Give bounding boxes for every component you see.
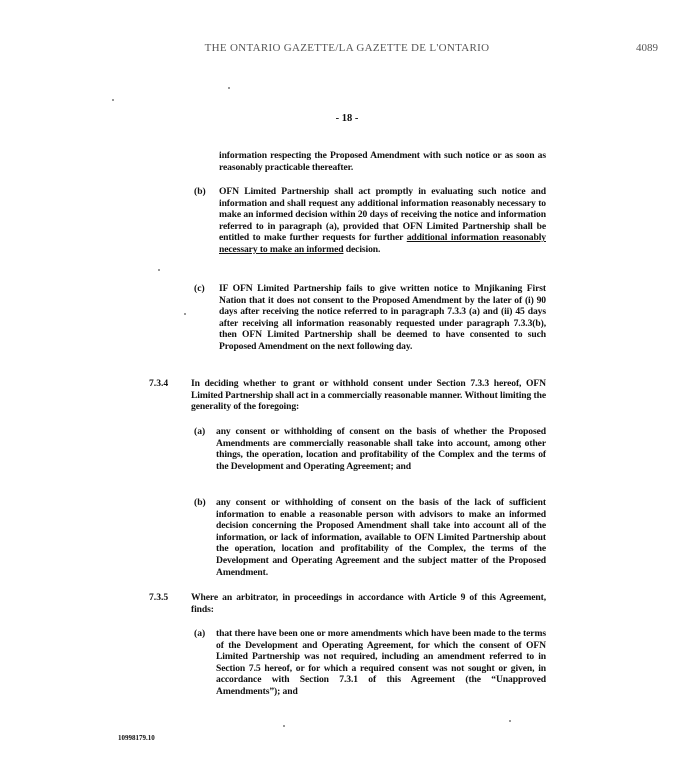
scan-speck	[509, 720, 511, 722]
section-735-text: Where an arbitrator, in proceedings in accordance with Article 9 of this Agreement, finds:	[191, 592, 546, 615]
item-733c-text: IF OFN Limited Partnership fails to give written notice to Mnjikaning First Nation that it does not consent to the Proposed Amendment by the later of (i) 90 days after receiving the notice referred to in paragraph 7.3.3 (a) and (ii) 45 days after receiving all information reasonably requested under paragraph 7.3.3(b), then OFN Limited Partnership shall be deemed to have consented to such Proposed Amendment on the next following day.	[219, 283, 546, 352]
gazette-page-number: 4089	[636, 42, 658, 54]
item-733c-label: (c)	[194, 283, 205, 294]
item-733b-label: (b)	[194, 186, 206, 197]
item-734b-label: (b)	[194, 497, 206, 508]
scan-speck	[228, 87, 230, 89]
scan-speck	[283, 725, 285, 727]
gazette-header-title: THE ONTARIO GAZETTE/LA GAZETTE DE L'ONTARIO	[204, 42, 490, 54]
item-733b-text-main: OFN Limited Partnership shall act promptly in evaluating such notice and information and shall request any additional information reasonably necessary to make an informed decision within 20 days of receiving the notice and information referred to in paragraph (a), provided that OFN Limited Partnership shall be entitled to make further requests for further	[219, 186, 546, 244]
item-735a-text: that there have been one or more amendments which have been made to the terms of the Development and Operating Agreement, for which the consent of OFN Limited Partnership was not required, including an amendment referred to in Section 7.5 hereof, or for which a required consent was not sought or given, in accordance with Section 7.3.1 of this Agreement (the “Unapproved Amendments”); and	[216, 628, 546, 697]
item-735a-label: (a)	[194, 628, 206, 639]
scan-speck	[184, 313, 186, 315]
section-734-number: 7.3.4	[149, 378, 169, 389]
section-734-text: In deciding whether to grant or withhold consent under Section 7.3.3 hereof, OFN Limited Partnership shall act in a commercially reasonable manner. Without limiting the generality of the foregoing:	[191, 378, 546, 413]
item-733b-text-tail: decision.	[345, 243, 381, 255]
item-733b-text	[219, 186, 546, 256]
section-735-number: 7.3.5	[149, 592, 169, 603]
item-734a-text: any consent or withholding of consent on the basis of whether the Proposed Amendments are commercially reasonable shall take into account, among other things, the operation, location and profitability of the Complex and the terms of the Development and Operating Agreement; and	[216, 426, 546, 472]
scan-speck	[158, 269, 160, 271]
item-734a-label: (a)	[194, 426, 206, 437]
document-page-number: - 18 -	[335, 113, 359, 124]
scan-speck	[112, 99, 114, 101]
document-footer-code: 10998179.10	[118, 734, 155, 742]
item-733b-text-underlined: additional information reasonably necessary to make an informed	[219, 232, 546, 255]
item-734b-text: any consent or withholding of consent on the basis of the lack of sufficient information to enable a reasonable person with advisors to make an informed decision concerning the Proposed Amendment shall take into account all of the information, or lack of information, available to OFN Limited Partnership about the operation, location and profitability of the Complex, the terms of the Development and Operating Agreement and the subject matter of the Proposed Amendment.	[216, 497, 546, 578]
continuation-paragraph: information respecting the Proposed Amendment with such notice or as soon as reasonably practicable thereafter.	[219, 150, 546, 173]
